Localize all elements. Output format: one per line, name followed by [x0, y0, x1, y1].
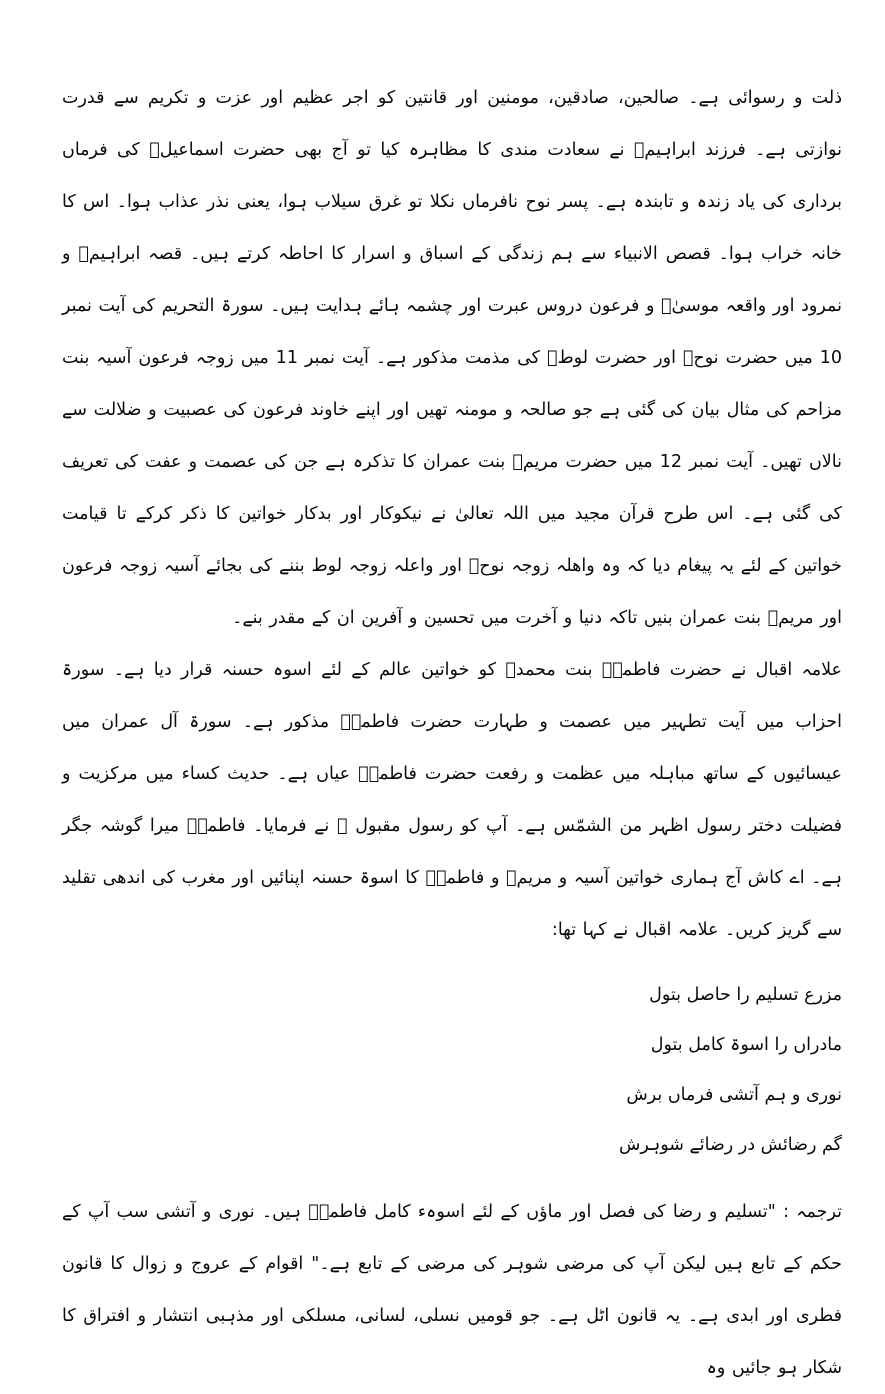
paragraph-translation-and-nations-law: ترجمہ : "تسلیم و رضا کی فصل اور ماؤں کے لئے اسوہء کامل فاطمہؑ ہیں۔ نوری و آتشی سب آپ کے حکم کے تابع ہیں لیکن آپ کی مرضی شوہر کی مرضی کے تابع ہے۔" اقوام کے عروج و زوال کا قانون فطری اور ابدی ہے۔ یہ قانون اٹل ہے۔ جو قومیں نسلی، لسانی، مسلکی اور مذہبی انتشار و افتراق کا شکار ہو جائیں وہ: [62, 1202, 842, 1378]
verse-line-3: نوری و ہم آتشی فرماں برش: [626, 1085, 842, 1105]
verse-line-1: مزرع تسلیم را حاصل بتول: [649, 985, 842, 1005]
paragraph-hazrat-fatima-role-model: علامہ اقبال نے حضرت فاطمہؑ بنت محمدؐ کو خواتین عالم کے لئے اسوہ حسنہ قرار دیا ہے۔ سورۃ احزاب میں آیت تطہیر میں عصمت و طہارت حضرت فاطمہؑ مذکور ہے۔ سورۃ آل عمران میں عیسائیوں کے ساتھ مباہلہ میں عظمت و رفعت حضرت فاطمہؑ عیاں ہے۔ حدیث کساء میں مرکزیت و فضیلت دختر رسول اظہر من الشمّس ہے۔ آپ کو رسول مقبول ﷺ نے فرمایا۔ فاطمہؑ میرا گوشہ جگر ہے۔ اے کاش آج ہماری خواتین آسیہ و مریمؑ و فاطمہؑ کا اسوۃ حسنہ اپنائیں اور مغرب کی اندھی تقلید سے گریز کریں۔ علامہ اقبال نے کہا تھا:: [62, 660, 842, 940]
iqbal-poetry-block: [62, 970, 842, 1170]
paragraph-quran-women-examples: ذلت و رسوائی ہے۔ صالحین، صادقین، مومنین اور قانتین کو اجر عظیم اور عزت و تکریم سے قدرت نوازتی ہے۔ فرزند ابراہیمؑ نے سعادت مندی کا مظاہرہ کیا تو آج بھی حضرت اسماعیلؑ کی فرماں برداری کی یاد زندہ و تابندہ ہے۔ پسر نوح نافرماں نکلا تو غرق سیلاب ہوا، یعنی نذر عذاب ہوا۔ اس کا خانہ خراب ہوا۔ قصص الانبیاء سے ہم زندگی کے اسباق و اسرار کا احاطہ کرتے ہیں۔ قصہ ابراہیمؑ و نمرود اور واقعہ موسیٰؑ و فرعون دروس عبرت اور چشمہ ہائے ہدایت ہیں۔ سورۃ التحریم کی آیت نمبر 10 میں حضرت نوحؑ اور حضرت لوطؑ کی مذمت مذکور ہے۔ آیت نمبر 11 میں زوجہ فرعون آسیہ بنت مزاحم کی مثال بیان کی گئی ہے جو صالحہ و مومنہ تھیں اور اپنے خاوند فرعون کی عصبیت و ضلالت سے نالاں تھیں۔ آیت نمبر 12 میں حضرت مریمؑ بنت عمران کا تذکرہ ہے جن کی عصمت و عفت کی تعریف کی گئی ہے۔ اس طرح قرآن مجید میں اللہ تعالیٰ نے نیکوکار اور بدکار خواتین کا ذکر کرکے تا قیامت خواتین کے لئے یہ پیغام دیا کہ وہ واھلہ زوجہ نوحؑ اور واعلہ زوجہ لوط بننے کی بجائے آسیہ زوجہ فرعون اور مریمؑ بنت عمران بنیں تاکہ دنیا و آخرت میں تحسین و آفرین ان کے مقدر بنے۔: [62, 88, 843, 628]
verse-line-4: گم رضائش در رضائے شوہرش: [618, 1135, 842, 1155]
verse-line-2: مادراں را اسوۃ کامل بتول: [650, 1035, 842, 1055]
